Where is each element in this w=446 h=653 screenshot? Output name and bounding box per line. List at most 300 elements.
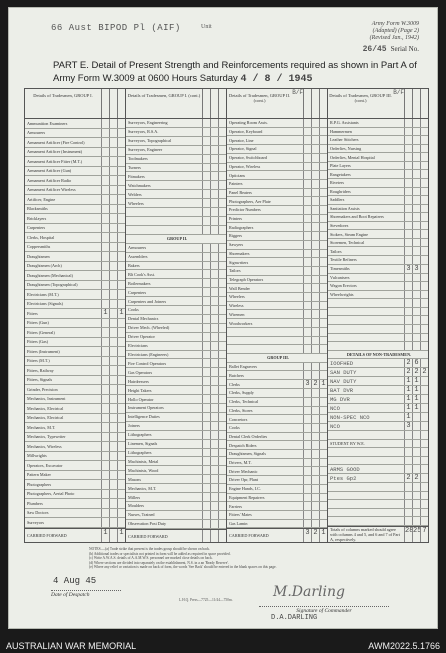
trade-name: Machinists, Wood	[128, 467, 159, 473]
count-cell: 2	[404, 359, 412, 367]
count-cell	[202, 297, 210, 305]
count-cell	[404, 492, 412, 500]
table-row	[227, 284, 327, 293]
trade-name: Painters	[229, 181, 243, 187]
table-row	[227, 363, 327, 372]
trade-name: Operator, Signal	[229, 146, 257, 152]
count-cell	[412, 256, 420, 264]
trade-name: Ptes Gp2	[330, 474, 357, 482]
count-cell	[109, 233, 117, 242]
count-cell	[202, 181, 210, 189]
table-row	[227, 398, 327, 407]
table-row	[227, 128, 327, 137]
count-cell	[420, 359, 428, 367]
count-cell: 1	[404, 377, 412, 385]
count-cell	[101, 262, 109, 271]
count-cell	[412, 196, 420, 204]
trade-name: Wall Bender	[229, 285, 250, 291]
count-cell	[311, 450, 319, 458]
count-cell	[218, 413, 226, 421]
count-cell	[109, 129, 117, 138]
count-cell	[101, 471, 109, 480]
count-cell	[218, 511, 226, 519]
count-cell	[404, 299, 412, 307]
trade-name: Artificer, Engine	[27, 196, 56, 202]
trade-name: Shoemakers and Boot Repairers	[330, 214, 384, 220]
count-cell	[218, 217, 226, 225]
count-cell	[303, 502, 311, 510]
count-cell	[218, 342, 226, 350]
count-cell	[117, 414, 125, 423]
trade-name: IOOFHED	[330, 359, 354, 367]
serial-number: 26/45 Serial No.	[362, 45, 419, 54]
table-row	[328, 299, 428, 308]
count-cell	[420, 247, 428, 255]
count-cell	[420, 265, 428, 273]
trade-name: NCO	[330, 404, 340, 412]
count-cell	[412, 205, 420, 213]
form-sheet	[8, 7, 438, 629]
trade-name: Fitters (Gas)	[27, 339, 49, 345]
count-cell	[412, 222, 420, 230]
count-cell: 1	[412, 395, 420, 403]
table-row	[126, 270, 226, 279]
count-cell	[109, 195, 117, 204]
trade-name: Lithographers	[128, 432, 152, 438]
trade-name: Surveyors, Engineering	[128, 120, 168, 126]
count-cell	[210, 164, 218, 172]
table-row	[328, 128, 428, 137]
trade-name: Carpenters and Joiners	[128, 298, 167, 304]
count-cell: 3	[404, 422, 412, 430]
count-cell	[101, 366, 109, 375]
trade-name: Clerks, Stores	[229, 407, 253, 413]
count-cell	[319, 119, 327, 127]
count-cell	[202, 475, 210, 483]
count-cell	[109, 176, 117, 185]
trade-name: Moulders	[128, 503, 145, 509]
table-row	[25, 357, 125, 367]
count-cell	[420, 282, 428, 290]
trade-name: Hollo Operator	[128, 396, 154, 402]
count-cell	[311, 511, 319, 519]
count-cell	[412, 188, 420, 196]
count-cell	[303, 424, 311, 432]
count-cell	[319, 450, 327, 458]
count-cell	[101, 205, 109, 214]
table-row	[328, 483, 428, 492]
column-header-label: Details of Tradesmen, GROUP I.	[33, 93, 93, 98]
table-row	[227, 433, 327, 442]
count-cell	[319, 171, 327, 179]
trade-name: Storemen, Technical	[330, 240, 365, 246]
table-row	[328, 188, 428, 197]
count-cell	[218, 475, 226, 483]
count-cell	[404, 128, 412, 136]
count-cell	[311, 459, 319, 467]
trade-name: Electricians (Signals)	[27, 301, 63, 307]
trade-name: Leather Stitchers	[330, 137, 359, 143]
trade-name: Millwrights	[27, 453, 47, 459]
table-row	[328, 179, 428, 188]
table-row	[227, 520, 327, 529]
trade-name: Surveyors	[27, 519, 44, 525]
table-row	[25, 214, 125, 224]
trade-name: Assemblers	[128, 254, 148, 260]
trade-name: Sanitation Assists	[330, 205, 360, 211]
carried-forward-label: CARRIED FORWARD	[229, 533, 269, 539]
trade-name: Equipment Repairers	[229, 494, 265, 500]
count-cell	[210, 324, 218, 332]
table-row	[328, 282, 428, 291]
table-row	[25, 290, 125, 300]
count-cell	[218, 493, 226, 501]
count-cell	[101, 214, 109, 223]
count-cell	[311, 441, 319, 449]
count-cell	[117, 452, 125, 461]
count-cell	[303, 310, 311, 318]
table-row	[126, 431, 226, 440]
carried-forward-row	[126, 529, 226, 543]
count-cell	[202, 511, 210, 519]
count-cell	[404, 170, 412, 178]
table-row	[328, 256, 428, 265]
count-cell	[319, 215, 327, 223]
table-row	[126, 333, 226, 342]
trade-name: Cooks	[128, 307, 139, 313]
trade-name: Stokers, Steam Engine	[330, 231, 369, 237]
report-date: 4 / 8 / 1945	[240, 74, 313, 85]
trade-name: Watchmakers	[128, 182, 151, 188]
count-cell	[311, 433, 319, 441]
table-row	[25, 148, 125, 158]
trade-name: Clerks, Supply	[229, 390, 254, 396]
trade-name: Wheelers	[128, 200, 144, 206]
trade-name: Armament Artificer Radio	[27, 177, 72, 183]
count-cell	[412, 342, 420, 350]
trade-name: Telegraph Operators	[229, 277, 264, 282]
trade-name: Tailors	[229, 268, 241, 274]
trade-name: Clerks	[229, 381, 240, 387]
count-cell	[311, 389, 319, 397]
count-cell	[311, 163, 319, 171]
count-cell	[420, 128, 428, 136]
count-cell	[202, 199, 210, 207]
table-row	[328, 359, 428, 368]
table-row	[126, 377, 226, 386]
column-header	[25, 89, 125, 119]
count-cell	[218, 199, 226, 207]
count-cell	[311, 424, 319, 432]
count-cell	[404, 136, 412, 144]
count-cell	[109, 385, 117, 394]
count-cell	[412, 316, 420, 324]
count-cell	[202, 520, 210, 528]
table-row	[25, 186, 125, 196]
table-row	[328, 431, 428, 440]
trade-name: Operator, Switchboard	[229, 155, 267, 161]
count-cell	[101, 338, 109, 347]
count-cell	[109, 252, 117, 261]
brought-forward-mark: B/F	[393, 89, 404, 96]
table-row	[126, 199, 226, 208]
trade-name: Riggers	[229, 233, 243, 239]
count-cell	[412, 170, 420, 178]
count-cell	[101, 290, 109, 299]
trade-name: Armourers	[27, 130, 46, 136]
trade-name: GROUP III.	[267, 355, 289, 361]
trade-name: Gas Lamin	[229, 520, 248, 526]
trade-name: Wheelwrights	[330, 291, 354, 297]
count-cell	[311, 128, 319, 136]
table-row	[25, 423, 125, 433]
table-row	[328, 213, 428, 222]
count-cell: 3	[303, 380, 311, 388]
carried-forward-label: CARRIED FORWARD	[27, 532, 67, 538]
count-cell	[319, 415, 327, 423]
count-cell	[117, 195, 125, 204]
count-cell	[109, 186, 117, 195]
table-row	[126, 172, 226, 181]
count-cell	[303, 163, 311, 171]
table-row	[328, 274, 428, 283]
count-cell	[303, 398, 311, 406]
count-cell	[311, 345, 319, 353]
count-cell	[117, 357, 125, 366]
count-cell	[109, 509, 117, 518]
count-cell	[218, 146, 226, 154]
count-cell: 1	[319, 380, 327, 388]
count-cell	[101, 442, 109, 451]
trade-name: R.P.G. Assistants	[330, 120, 359, 126]
count-cell	[101, 328, 109, 337]
count-cell	[101, 357, 109, 366]
count-cell	[319, 145, 327, 153]
count-cell: 6	[412, 359, 420, 367]
count-cell	[420, 291, 428, 299]
count-cell	[311, 145, 319, 153]
count-cell	[117, 509, 125, 518]
count-cell	[210, 128, 218, 136]
count-cell	[303, 494, 311, 502]
count-cell	[117, 423, 125, 432]
table-row	[126, 520, 226, 529]
count-cell	[311, 206, 319, 214]
count-cell	[303, 328, 311, 336]
count-cell	[218, 270, 226, 278]
count-cell	[311, 485, 319, 493]
table-row	[328, 413, 428, 422]
table-row	[227, 476, 327, 485]
table-row	[328, 145, 428, 154]
count-cell	[218, 431, 226, 439]
count-cell	[109, 205, 117, 214]
table-row	[227, 328, 327, 337]
count-cell	[202, 386, 210, 394]
count-cell	[311, 398, 319, 406]
count-cell	[420, 205, 428, 213]
trade-name: Wiremen	[229, 311, 245, 317]
table-row	[126, 511, 226, 520]
count-cell	[420, 162, 428, 170]
table-row	[328, 457, 428, 466]
table-row	[25, 205, 125, 215]
table-row	[126, 244, 226, 253]
count-cell	[101, 252, 109, 261]
count-cell	[101, 414, 109, 423]
count-cell	[319, 232, 327, 240]
table-row	[25, 252, 125, 262]
count-cell	[303, 250, 311, 258]
count-cell	[117, 461, 125, 470]
count-cell	[117, 338, 125, 347]
count-cell	[303, 345, 311, 353]
count-cell	[404, 213, 412, 221]
count-cell	[117, 148, 125, 157]
total-cell: 2	[311, 529, 319, 541]
table-row	[126, 359, 226, 368]
table-row	[227, 206, 327, 215]
table-row	[227, 319, 327, 328]
table-row	[126, 288, 226, 297]
count-cell	[202, 262, 210, 270]
count-cell	[202, 440, 210, 448]
count-cell	[218, 306, 226, 314]
trade-name: Armament Artificer (Fire Control)	[27, 139, 85, 145]
table-row	[328, 517, 428, 526]
table-row	[328, 247, 428, 256]
count-cell	[420, 492, 428, 500]
trade-name: Draughtsmen, Signals	[229, 451, 266, 457]
trade-name: Mechanics, Wireless	[27, 443, 62, 449]
group-heading	[126, 235, 226, 244]
table-row	[227, 119, 327, 128]
count-cell	[412, 500, 420, 508]
count-cell	[210, 315, 218, 323]
count-cell	[218, 359, 226, 367]
count-cell	[101, 385, 109, 394]
count-cell	[101, 300, 109, 309]
table-row	[126, 449, 226, 458]
trade-name: Joiners	[128, 423, 140, 429]
count-cell	[319, 276, 327, 284]
count-cell	[210, 431, 218, 439]
table-row	[126, 128, 226, 137]
table-row	[328, 465, 428, 474]
trade-name: Roughriders	[330, 188, 351, 194]
count-cell	[420, 136, 428, 144]
signature-label: Signature of Commander	[259, 606, 389, 614]
count-cell	[101, 376, 109, 385]
count-cell	[210, 279, 218, 287]
count-cell	[420, 256, 428, 264]
count-cell	[420, 230, 428, 238]
count-cell	[412, 128, 420, 136]
count-cell	[202, 253, 210, 261]
count-cell	[303, 223, 311, 231]
count-cell	[303, 171, 311, 179]
count-cell	[412, 492, 420, 500]
count-cell	[202, 493, 210, 501]
count-cell	[404, 256, 412, 264]
trade-name: Saddlers	[330, 197, 345, 203]
count-cell	[210, 413, 218, 421]
table-row	[126, 253, 226, 262]
trade-name: DETAILS OF NON-TRADESMEN.	[346, 351, 412, 357]
count-cell	[202, 377, 210, 385]
count-cell	[303, 276, 311, 284]
count-cell	[218, 262, 226, 270]
count-cell	[202, 422, 210, 430]
table-row	[328, 316, 428, 325]
trade-name: Dental Mechanics	[128, 316, 159, 322]
count-cell	[117, 471, 125, 480]
count-cell	[404, 334, 412, 342]
table-row	[25, 376, 125, 386]
table-row	[328, 404, 428, 413]
count-cell	[420, 299, 428, 307]
table-row	[126, 404, 226, 413]
count-cell	[412, 274, 420, 282]
count-cell	[319, 476, 327, 484]
count-cell	[412, 431, 420, 439]
table-row	[227, 250, 327, 259]
count-cell	[303, 467, 311, 475]
count-cell	[218, 395, 226, 403]
trade-name: Ammunition Examiners	[27, 120, 68, 126]
count-cell	[412, 422, 420, 430]
count-cell	[412, 239, 420, 247]
trade-name: Ballet Engravers	[229, 364, 258, 370]
table-row	[227, 407, 327, 416]
count-cell	[101, 480, 109, 489]
count-cell	[117, 281, 125, 290]
count-cell	[117, 129, 125, 138]
count-cell	[117, 271, 125, 280]
table-row	[328, 422, 428, 431]
table-row	[227, 154, 327, 163]
count-cell	[117, 290, 125, 299]
count-cell: 1	[412, 386, 420, 394]
strength-table	[24, 88, 429, 543]
count-cell	[420, 342, 428, 350]
count-cell	[319, 128, 327, 136]
table-row	[126, 502, 226, 511]
trade-name: Intelligence Duties	[128, 414, 160, 420]
carried-forward-label: CARRIED FORWARD	[128, 533, 168, 539]
count-cell	[109, 214, 117, 223]
table-row	[126, 422, 226, 431]
count-cell	[109, 376, 117, 385]
count-cell	[420, 386, 428, 394]
count-cell: 2	[311, 380, 319, 388]
count-cell	[117, 328, 125, 337]
count-cell	[101, 148, 109, 157]
count-cell	[303, 206, 311, 214]
count-cell	[109, 262, 117, 271]
count-cell	[210, 297, 218, 305]
count-cell	[202, 404, 210, 412]
count-cell	[303, 215, 311, 223]
trade-name: Draughtsmen (Mechanical)	[27, 272, 73, 278]
table-row	[25, 233, 125, 243]
count-cell	[404, 247, 412, 255]
count-cell	[311, 119, 319, 127]
count-cell	[311, 319, 319, 327]
count-cell	[210, 333, 218, 341]
count-cell	[420, 500, 428, 508]
count-cell: 3	[412, 265, 420, 273]
